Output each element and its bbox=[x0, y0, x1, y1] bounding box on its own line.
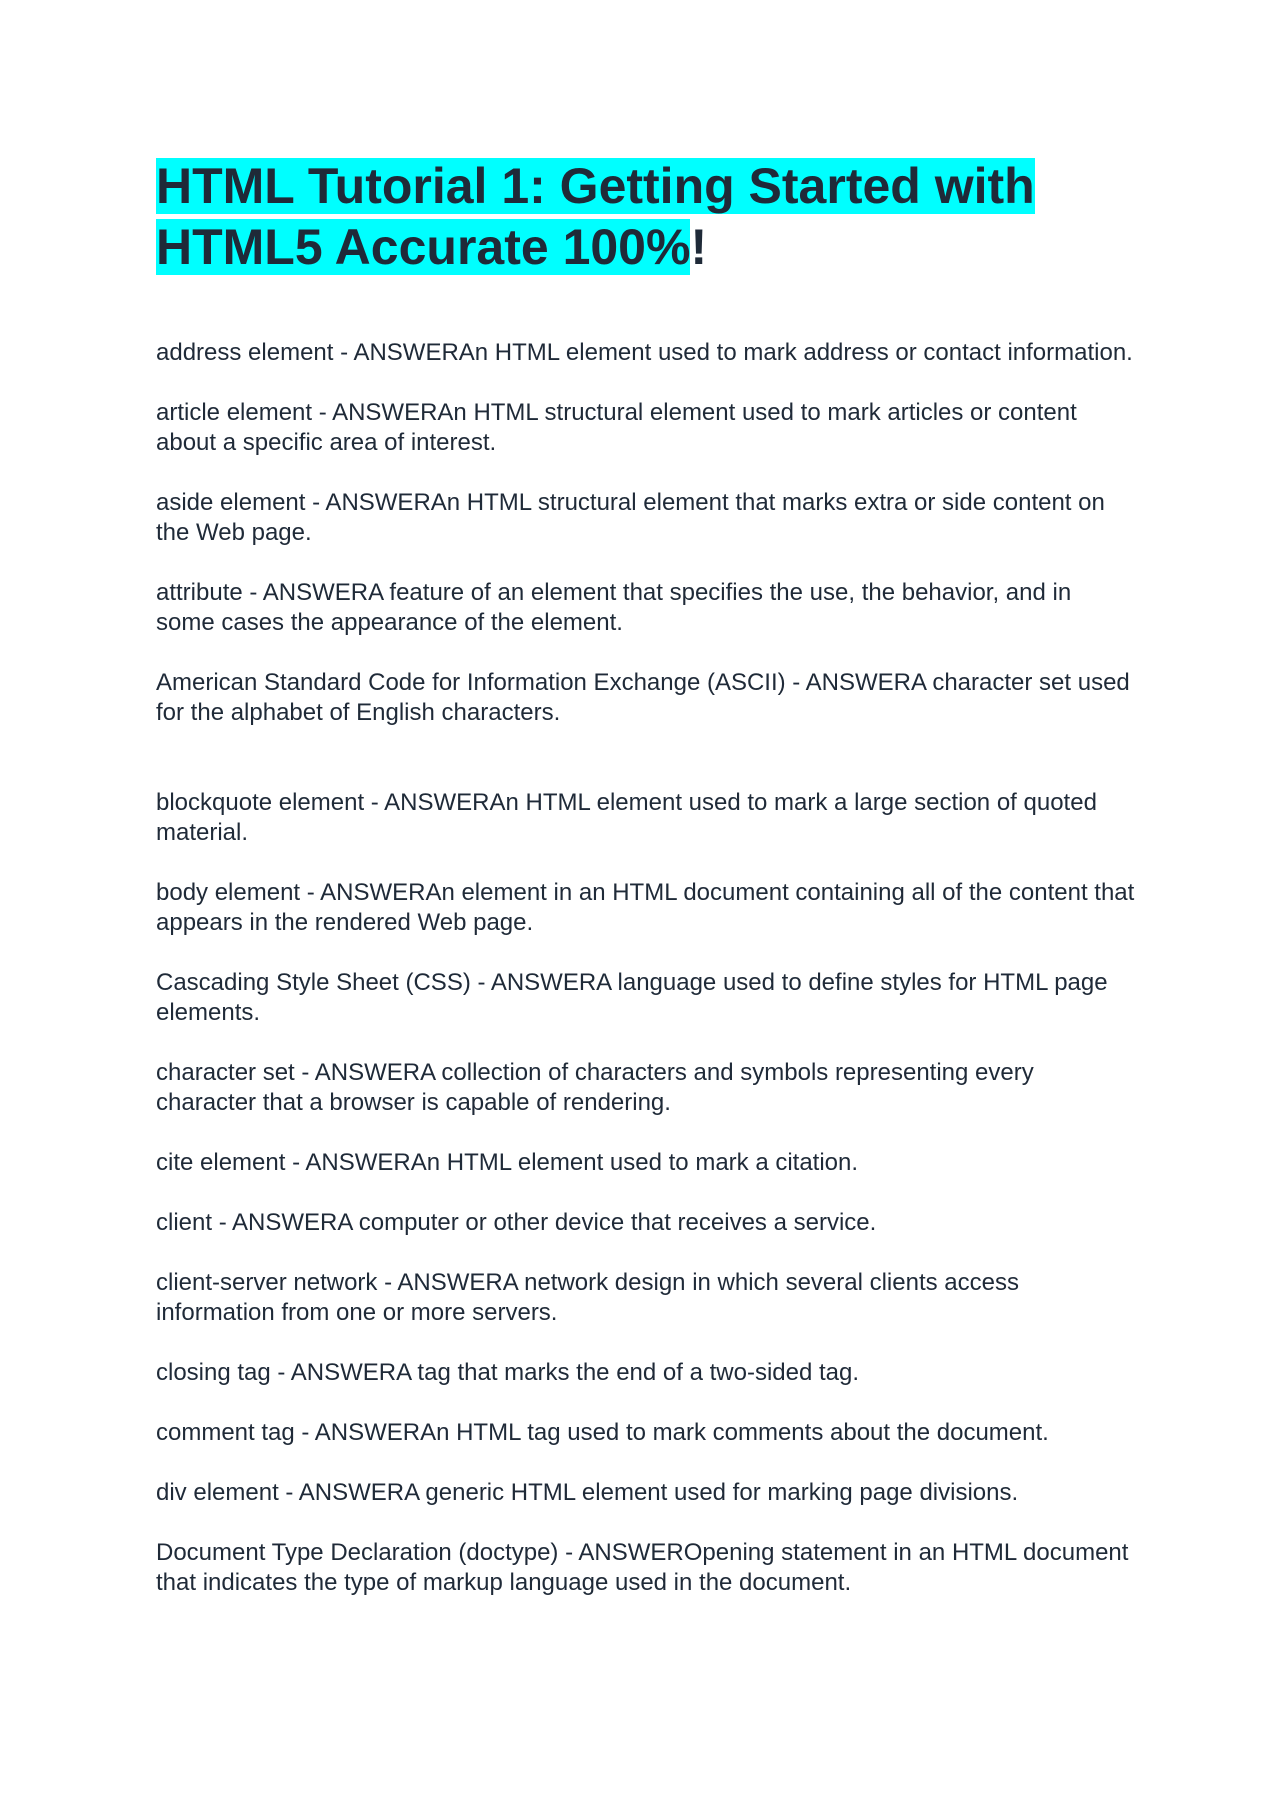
glossary-entry: client-server network - ANSWERA network design in which several clients access information from one or more servers. bbox=[156, 1269, 1019, 1326]
glossary-entry: body element - ANSWERAn element in an HTML document containing all of the content that appears in the rendered Web page. bbox=[156, 879, 1135, 936]
glossary-entry: closing tag - ANSWERA tag that marks the end of a two-sided tag. bbox=[156, 1359, 860, 1386]
glossary-entry: client - ANSWERA computer or other device that receives a service. bbox=[156, 1209, 877, 1236]
glossary-list bbox=[156, 338, 1136, 1598]
glossary-entry: comment tag - ANSWERAn HTML tag used to mark comments about the document. bbox=[156, 1419, 1049, 1446]
glossary-entry: address element - ANSWERAn HTML element used to mark address or contact information. bbox=[156, 339, 1133, 366]
glossary-entry: Cascading Style Sheet (CSS) - ANSWERA language used to define styles for HTML page elements. bbox=[156, 969, 1108, 1026]
glossary-entry: blockquote element - ANSWERAn HTML element used to mark a large section of quoted material. bbox=[156, 789, 1097, 846]
page-title bbox=[156, 156, 1136, 278]
glossary-entry: div element - ANSWERA generic HTML element used for marking page divisions. bbox=[156, 1479, 1019, 1506]
document-page bbox=[156, 156, 1136, 1628]
glossary-entry: character set - ANSWERA collection of characters and symbols representing every character that a browser is capable of rendering. bbox=[156, 1059, 1034, 1116]
glossary-entry: Document Type Declaration (doctype) - ANSWEROpening statement in an HTML document that indicates the type of markup language used in the document. bbox=[156, 1539, 1129, 1596]
glossary-entry: aside element - ANSWERAn HTML structural element that marks extra or side content on the Web page. bbox=[156, 489, 1105, 546]
title-suffix: ! bbox=[690, 219, 708, 275]
glossary-entry: American Standard Code for Information Exchange (ASCII) - ANSWERA character set used for the alphabet of English characters. bbox=[156, 669, 1130, 726]
title-highlight: HTML Tutorial 1: Getting Started with HTML5 Accurate 100% bbox=[156, 158, 1035, 275]
glossary-entry: attribute - ANSWERA feature of an element that specifies the use, the behavior, and in some cases the appearance of the element. bbox=[156, 579, 1072, 636]
glossary-entry: article element - ANSWERAn HTML structural element used to mark articles or content about a specific area of interest. bbox=[156, 399, 1077, 456]
glossary-entry: cite element - ANSWERAn HTML element used to mark a citation. bbox=[156, 1149, 859, 1176]
